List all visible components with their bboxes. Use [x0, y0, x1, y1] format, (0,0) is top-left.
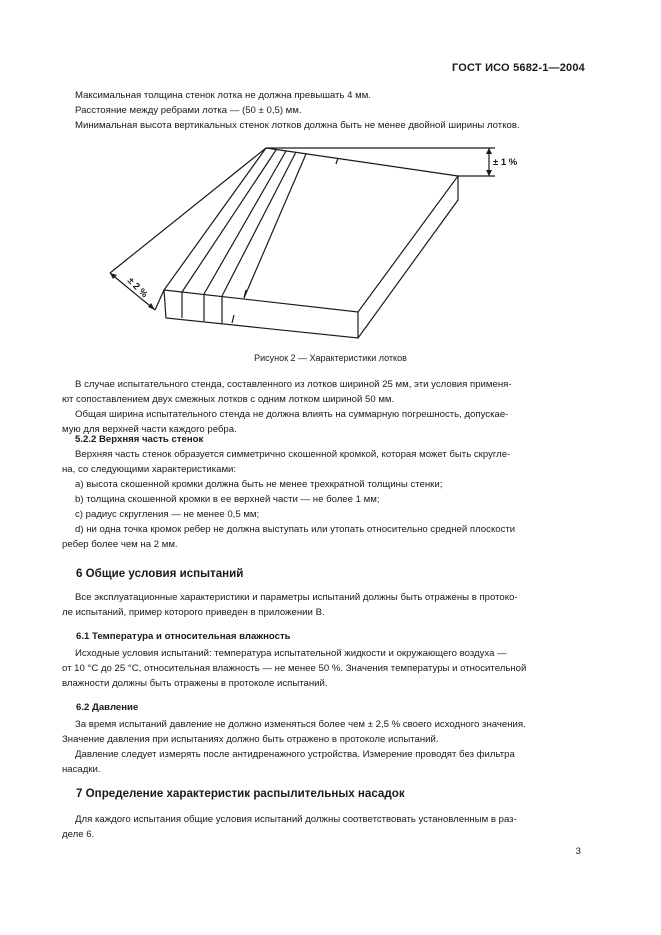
s62-heading: 6.2 Давление [76, 702, 139, 713]
s61-para-a: Исходные условия испытаний: температура испытательной жидкости и окружающего воздуха — [75, 648, 507, 659]
section7-heading: 7 Определение характеристик распылительных насадок [76, 787, 405, 800]
intro-line-2: Расстояние между ребрами лотка — (50 ± 0,5) мм. [75, 105, 302, 116]
s5-para1-b: ют сопоставлением двух смежных лотков с одним лотком шириной 50 мм. [62, 394, 395, 405]
figure-caption: Рисунок 2 — Характеристики лотков [254, 353, 407, 363]
page-number: 3 [575, 846, 581, 857]
s62-para-c: Давление следует измерять после антидренажного устройства. Измерение проводят без фильтра [75, 749, 515, 760]
s5-para3-b: на, со следующими характеристиками: [62, 464, 237, 475]
s61-heading: 6.1 Температура и относительная влажность [76, 631, 291, 642]
s6-para1-b: ле испытаний, пример которого приведен в приложении В. [62, 607, 325, 618]
s5-item-c: c) радиус скругления — не менее 0,5 мм; [75, 509, 260, 520]
s61-para-c: влажности должны быть отражены в протоколе испытаний. [62, 678, 328, 689]
s5-item-a: a) высота скошенной кромки должна быть не менее трехкратной толщины стенки; [75, 479, 443, 490]
s5-para2-b: мую для верхней части каждого ребра. [62, 424, 237, 435]
tray-front-face [164, 290, 358, 338]
s7-para1-a: Для каждого испытания общие условия испытаний должны соответствовать установленным в раз- [75, 814, 517, 825]
label-top-tolerance: ± 1 % [493, 157, 518, 168]
intro-line-3: Минимальная высота вертикальных стенок лотков должна быть не менее двойной ширины лотков. [75, 120, 520, 131]
doc-code-header: ГОСТ ИСО 5682-1—2004 [451, 62, 585, 74]
tray-figure [100, 140, 560, 350]
s61-para-b: от 10 °С до 25 °С, относительная влажность — не менее 50 %. Значения температуры и относительной [62, 663, 527, 674]
s5-heading-522: 5.2.2 Верхняя часть стенок [75, 434, 204, 445]
s62-para-b: Значение давления при испытаниях должно быть отражено в протоколе испытаний. [62, 734, 439, 745]
s5-item-d-1: d) ни одна точка кромок ребер не должна выступать или утопать относительно средней плоскости [75, 524, 516, 535]
s5-item-b: b) толщина скошенной кромки в ее верхней части — не более 1 мм; [75, 494, 380, 505]
s6-para1-a: Все эксплуатационные характеристики и параметры испытаний должны быть отражены в протоко- [75, 592, 518, 603]
s62-para-d: насадки. [62, 764, 101, 775]
s62-para-a: За время испытаний давление не должно изменяться более чем ± 2,5 % своего исходного значения. [75, 719, 526, 730]
s5-para3-a: Верхняя часть стенок образуется симметрично скошенной кромкой, которая может быть скругле- [75, 449, 511, 460]
intro-line-1: Максимальная толщина стенок лотка не должна превышать 4 мм. [75, 90, 371, 101]
s5-para2-a: Общая ширина испытательного стенда не должна влиять на суммарную погрешность, допускае- [75, 409, 509, 420]
tray-right-face [358, 176, 458, 338]
section6-heading: 6 Общие условия испытаний [76, 567, 244, 580]
s5-para1-a: В случае испытательного стенда, составленного из лотков шириной 25 мм, эти условия применя- [75, 379, 512, 390]
s7-para1-b: деле 6. [62, 829, 95, 840]
s5-item-d-2: ребер более чем на 2 мм. [62, 539, 178, 550]
label-left-tolerance: ± 2 % [124, 275, 150, 301]
